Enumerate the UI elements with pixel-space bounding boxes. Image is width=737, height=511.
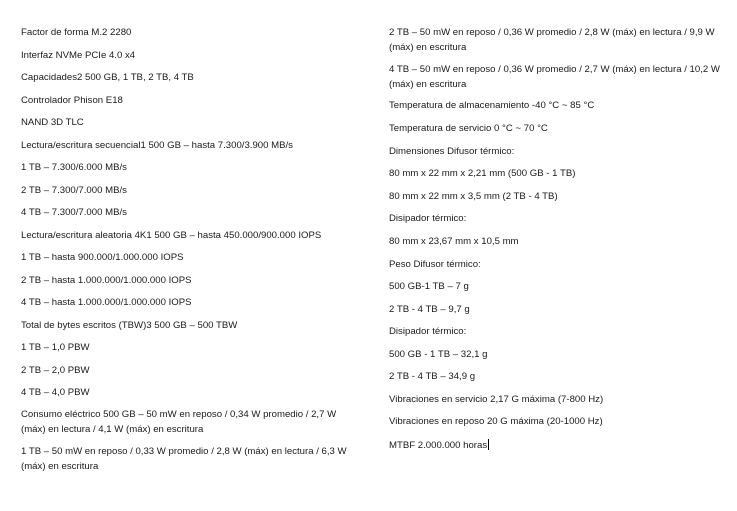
spec-line: Vibraciones en servicio 2,17 G máxima (7-800 Hz): [389, 394, 604, 405]
spec-line: 4 TB – 4,0 PBW: [21, 387, 90, 398]
spec-line: 1 TB – hasta 900.000/1.000.000 IOPS: [21, 252, 184, 263]
spec-line: 500 GB - 1 TB – 32,1 g: [389, 349, 488, 360]
spec-line: 2 TB – 2,0 PBW: [21, 365, 90, 376]
spec-line: 4 TB – hasta 1.000.000/1.000.000 IOPS: [21, 297, 192, 308]
text-cursor: [488, 439, 489, 450]
spec-line: 500 GB-1 TB – 7 g: [389, 281, 469, 292]
spec-line: Lectura/escritura aleatoria 4K1 500 GB – hasta 450.000/900.000 IOPS: [21, 230, 322, 241]
spec-line: NAND 3D TLC: [21, 117, 84, 128]
spec-line: Peso Difusor térmico:: [389, 259, 481, 270]
spec-line: 1 TB – 7.300/6.000 MB/s: [21, 162, 127, 173]
spec-line: Disipador térmico:: [389, 213, 467, 224]
spec-line: Controlador Phison E18: [21, 95, 123, 106]
spec-line: Temperatura de servicio 0 °C ~ 70 °C: [389, 123, 548, 134]
spec-line: Total de bytes escritos (TBW)3 500 GB – 500 TBW: [21, 320, 238, 331]
spec-line: 4 TB – 7.300/7.000 MB/s: [21, 207, 127, 218]
spec-line: 80 mm x 22 mm x 2,21 mm (500 GB - 1 TB): [389, 168, 576, 179]
spec-line: 2 TB – 50 mW en reposo / 0,36 W promedio / 2,8 W (máx) en lectura / 9,9 W (máx) en escritura: [389, 27, 715, 53]
spec-line: Capacidades2 500 GB, 1 TB, 2 TB, 4 TB: [21, 72, 194, 83]
spec-line: 4 TB – 50 mW en reposo / 0,36 W promedio / 2,7 W (máx) en lectura / 10,2 W (máx) en escritura: [389, 64, 720, 90]
spec-line: 80 mm x 23,67 mm x 10,5 mm: [389, 236, 519, 247]
spec-line: 2 TB - 4 TB – 34,9 g: [389, 371, 476, 382]
spec-line: Interfaz NVMe PCIe 4.0 x4: [21, 50, 136, 61]
spec-line: 2 TB – 7.300/7.000 MB/s: [21, 185, 127, 196]
spec-line: 1 TB – 1,0 PBW: [21, 342, 90, 353]
spec-line: Factor de forma M.2 2280: [21, 27, 132, 38]
spec-line: 80 mm x 22 mm x 3,5 mm (2 TB - 4 TB): [389, 191, 558, 202]
spec-line: 1 TB – 50 mW en reposo / 0,33 W promedio / 2,8 W (máx) en lectura / 6,3 W (máx) en escritura: [21, 446, 347, 472]
spec-line: 2 TB - 4 TB – 9,7 g: [389, 304, 470, 315]
spec-line: Consumo eléctrico 500 GB – 50 mW en reposo / 0,34 W promedio / 2,7 W (máx) en lectura / 4,1 W (máx) en escritura: [21, 409, 337, 435]
spec-line-last[interactable]: [389, 439, 489, 452]
spec-line: Temperatura de almacenamiento -40 °C ~ 85 °C: [389, 100, 595, 111]
spec-line: Disipador térmico:: [389, 326, 467, 337]
spec-line: 2 TB – hasta 1.000.000/1.000.000 IOPS: [21, 275, 192, 286]
spec-line: Lectura/escritura secuencial1 500 GB – hasta 7.300/3.900 MB/s: [21, 140, 293, 151]
spec-line: Dimensiones Difusor térmico:: [389, 146, 515, 157]
spec-line: Vibraciones en reposo 20 G máxima (20-1000 Hz): [389, 416, 603, 427]
spec-line-text: MTBF 2.000.000 horas: [389, 440, 488, 451]
